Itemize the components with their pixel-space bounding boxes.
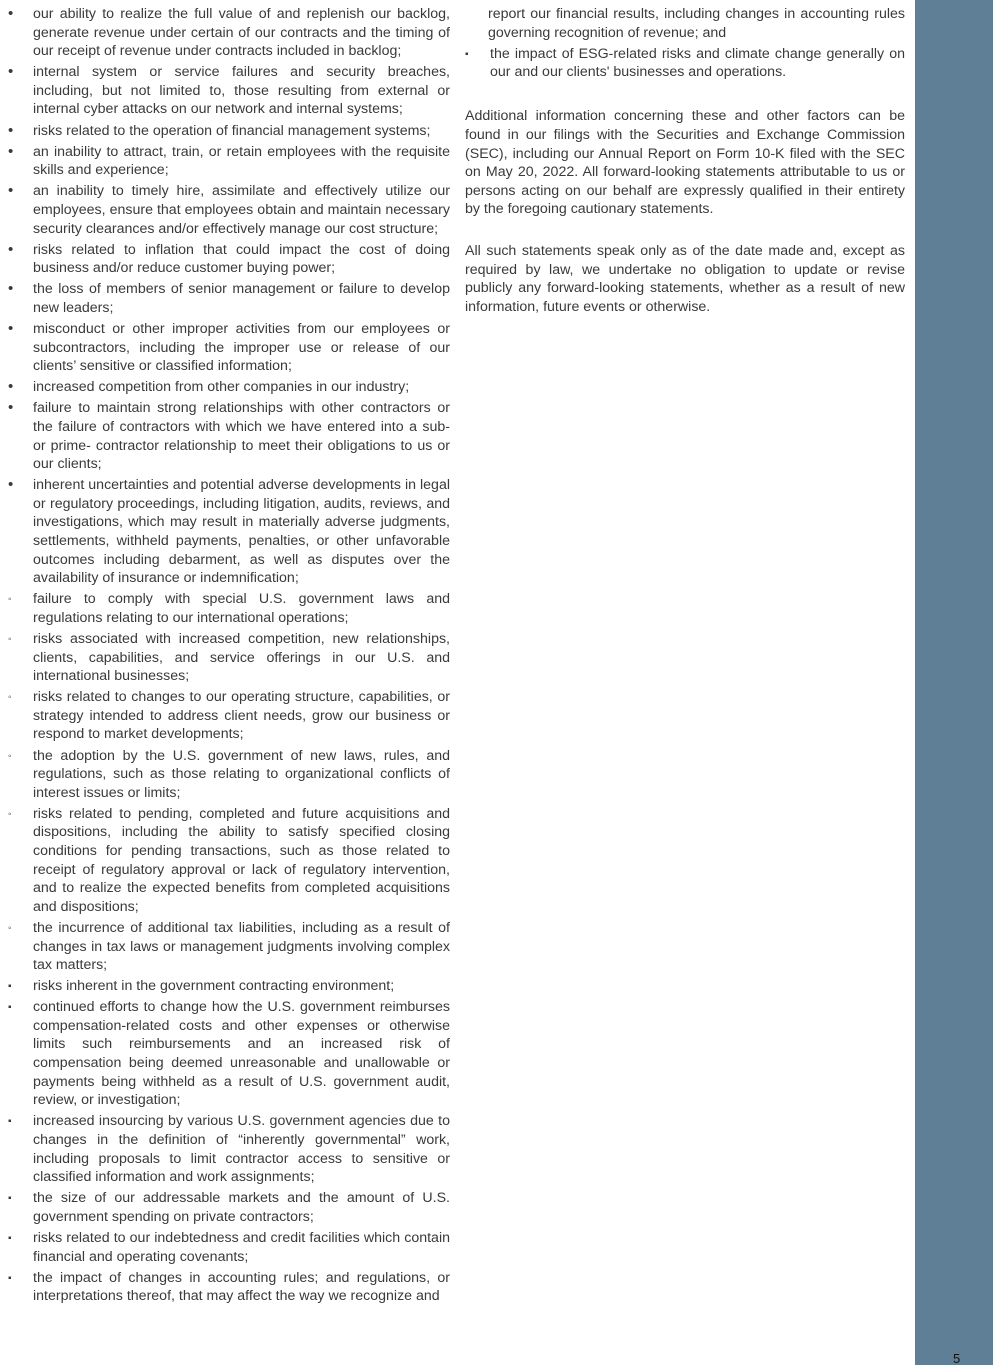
bullet-circle-icon: ◦ [8,922,12,934]
list-item-text: failure to comply with special U.S. government laws and regulations relating to our international operations; [33,591,450,626]
list-item [8,1229,450,1266]
list-item-text: an inability to timely hire, assimilate and effectively utilize our employees, ensure that employees obtain and maintain necessary security clearances and/or effectively manage our cost structure; [33,183,450,237]
additional-information-paragraph: Additional information concerning these and other factors can be found in our filings with the Securities and Exchange Commission (SEC), including our Annual Report on Form 10-K filed with the SEC on May 20, 2022. All forward-looking statements attributable to us or persons acting on our behalf are expressly qualified in their entirety by the foregoing cautionary statements. [465,108,905,218]
list-item-text: inherent uncertainties and potential adverse developments in legal or regulatory proceedings, including litigation, audits, reviews, and investigations, which may result in materially adverse judgments, settlements, withheld payments, penalties, or other unfavorable outcomes including debarment, as well as disputes over the availability of insurance or indemnification; [33,477,450,587]
list-item [8,747,450,803]
list-item [8,1189,450,1226]
list-item-text: increased competition from other companies in our industry; [33,379,410,396]
list-item [8,378,450,397]
list-item [8,688,450,744]
list-item-text: misconduct or other improper activities from our employees or subcontractors, including the improper use or release of our clients’ sensitive or classified information; [33,321,450,375]
list-item [8,5,450,61]
bullet-square-icon: ▪ [8,1002,12,1014]
list-item [8,476,450,588]
list-item-text: risks related to inflation that could impact the cost of doing business and/or reduce customer buying power; [33,241,450,277]
bullet-square-icon: ▪ [465,48,469,60]
list-item [8,182,450,238]
list-item [8,977,450,996]
list-item [8,919,450,975]
bullet-disc-icon: • [8,378,14,396]
list-item-text: risks associated with increased competition, new relationships, clients, capabilities, and service offerings in our U.S. and international businesses; [33,631,450,685]
list-item-continuation: report our financial results, including changes in accounting rules governing recognition of revenue; and [488,6,905,41]
list-item [8,280,450,317]
bullet-circle-icon: ◦ [8,750,12,762]
list-item [8,630,450,686]
bullet-disc-icon: • [8,280,14,298]
list-item-text: risks inherent in the government contracting environment; [33,978,395,995]
list-item [8,998,450,1110]
risk-factor-list [8,5,450,1306]
list-item [8,122,450,141]
list-item-text: risks related to the operation of financial management systems; [33,122,431,139]
bullet-square-icon: ▪ [8,981,12,993]
list-item [8,241,450,278]
list-item-text: the impact of ESG-related risks and climate change generally on our and our clients' businesses and operations. [490,45,905,81]
page-number: 5 [953,1351,961,1366]
list-item [8,1112,450,1186]
bullet-disc-icon: • [8,476,14,494]
list-item-text: our ability to realize the full value of and replenish our backlog, generate revenue under certain of our contracts and the timing of our receipt of revenue under contracts included in backlog; [33,6,450,60]
list-item-text: risks related to pending, completed and future acquisitions and dispositions, including the ability to satisfy specified closing conditions for pending transactions, such as those related to receipt of regulatory approval or lack of regulatory intervention, and to realize the expected benefits from completed acquisitions and dispositions; [33,805,450,915]
list-item [8,1269,450,1306]
left-column [8,5,450,1308]
list-item-text: the size of our addressable markets and the amount of U.S. government spending on private contractors; [33,1190,450,1225]
forward-looking-disclaimer-paragraph: All such statements speak only as of the date made and, except as required by law, we undertake no obligation to update or revise publicly any forward-looking statements, whether as a result of new information, future events or otherwise. [465,242,905,315]
list-item-text: continued efforts to change how the U.S. government reimburses compensation-related costs and other expenses or otherwise limits such reimbursements and an increased risk of compensation being deemed unreasonable and unallowable or payments being withheld as a result of U.S. government audit, review, or investigation; [33,999,450,1109]
list-item-text: failure to maintain strong relationships with other contractors or the failure of contractors with which we have entered into a sub- or prime- contractor relationship to meet their obligations to us or our clients; [33,400,450,473]
bullet-disc-icon: • [8,63,14,81]
bullet-square-icon: ▪ [8,1232,12,1244]
list-item [8,805,450,917]
list-item [8,590,450,627]
list-item [8,63,450,119]
bullet-circle-icon: ◦ [8,808,12,820]
list-item-text: the impact of changes in accounting rules; and regulations, or interpretations thereof, that may affect the way we recognize and [33,1269,450,1305]
bullet-square-icon: ▪ [8,1116,12,1128]
list-item-text: the adoption by the U.S. government of new laws, rules, and regulations, such as those relating to organizational conflicts of interest issues or limits; [33,747,450,801]
list-item-text: increased insourcing by various U.S. government agencies due to changes in the definition of “inherently governmental” work, including proposals to limit contractor access to sensitive or classified information and work assignments; [33,1113,450,1186]
list-item-text: internal system or service failures and security breaches, including, but not limited to, those resulting from external or internal cyber attacks on our network and internal systems; [33,64,450,118]
bullet-square-icon: ▪ [8,1193,12,1205]
sidebar-band [915,0,993,1365]
bullet-disc-icon: • [8,5,14,22]
bullet-square-icon: ▪ [8,1272,12,1284]
bullet-disc-icon: • [8,182,14,200]
bullet-disc-icon: • [8,240,14,258]
list-item [8,320,450,376]
list-item [8,399,450,473]
bullet-circle-icon: ◦ [8,634,12,645]
bullet-disc-icon: • [8,142,14,160]
bullet-disc-icon: • [8,399,14,417]
list-item-text: the loss of members of senior management or failure to develop new leaders; [33,281,450,316]
list-item-text: an inability to attract, train, or retain employees with the requisite skills and experience; [33,143,450,179]
bullet-disc-icon: • [8,320,14,337]
bullet-circle-icon: ◦ [8,594,12,606]
list-item-text: the incurrence of additional tax liabilities, including as a result of changes in tax laws or management judgments involving complex tax matters; [33,919,450,974]
right-column [465,5,905,316]
list-item-text: risks related to our indebtedness and credit facilities which contain financial and operating covenants; [33,1229,450,1265]
list-item-text: risks related to changes to our operating structure, capabilities, or strategy intended to address client needs, grow our business or respond to market developments; [33,689,450,743]
list-item [8,143,450,180]
risk-factor-list-continued [465,45,905,82]
bullet-circle-icon: ◦ [8,692,12,704]
list-item [465,45,905,82]
bullet-disc-icon: • [8,121,14,139]
